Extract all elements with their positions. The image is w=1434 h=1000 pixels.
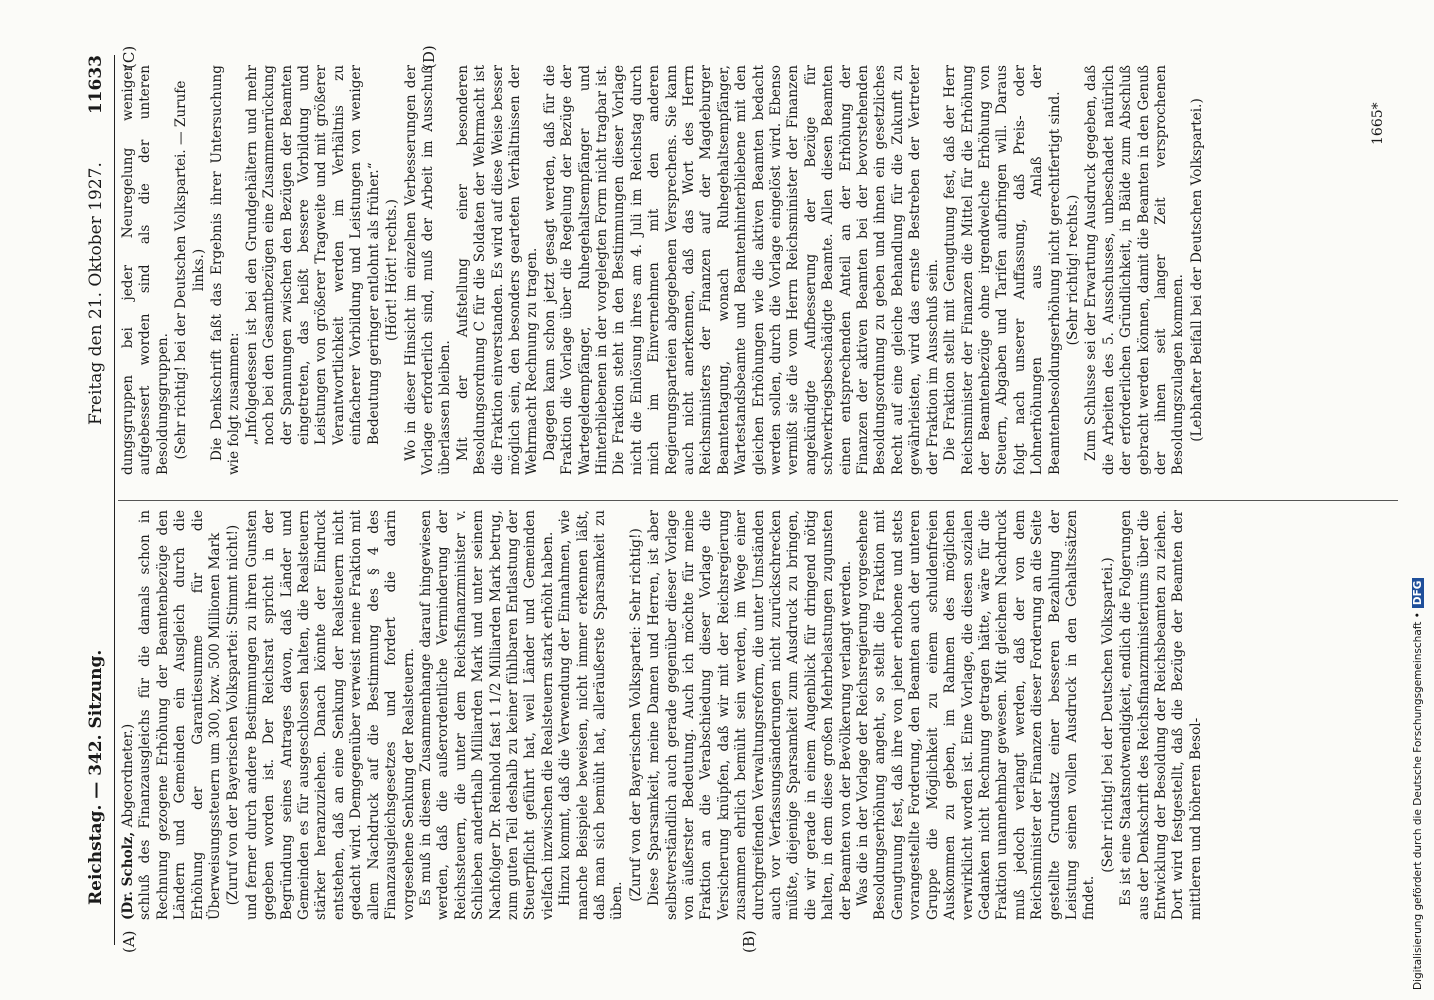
paragraph: Dagegen kann schon jetzt gesagt werden, daß für die Fraktion die Vorlage über die Regelung der Bezüge der Wartegeldempfänger, Ruhegehaltsempfänger und Hinterbliebenen in der vorgelegten Form nicht tragbar ist. Die Fraktion steht in den Bestimmungen dieser Vorlage nicht die Einlösung ihres am 4. Juli im Reichstag durch mich im Einvernehmen mit den anderen Regierungsparteien abgegebenen Versprechens. Sie kann auch nicht anerkennen, daß das Wort des Herrn Reichsministers der Finanzen auf der Magdeburger Beamtentagung, wonach Ruhegehaltsempfänger, Wartestandsbeamte und Beamtenhinterbliebene mit den gleichen Erhöhungen wie die aktiven Beamten bedacht werden sollen, durch die Vorlage eingelöst wird. Ebenso vermißt sie die vom Herrn Reichsminister der Finanzen angekündigte Aufbesserung der Bezüge für schwerkriegsbeschädigte Beamte. Allen diesen Beamten einen entsprechenden Anteil an der Erhöhung der Finanzen der aktiven Beamten bei der bevorstehenden Besoldungsordnung zu geben und ihnen ein gesetzliches Recht auf eine gleiche Behandlung für die Zukunft zu gewährleisten, wird das ernste Bestreben der Vertreter der Fraktion im Ausschuß sein. xyxy=(541,65,941,475)
paragraph: Diese Sparsamkeit, meine Damen und Herren, ist aber selbstverständlich auch gerade gegenüber dieser Vorlage von äußerster Bedeutung. Auch ich möchte für meine Fraktion an die Verabschiedung dieser Vorlage die Versicherung knüpfen, daß wir mit der Reichsregierung zusammen ehrlich bemüht sein werden, im Wege einer durchgreifenden Verwaltungsreform, die unter Umständen auch vor Verfassungsänderungen nicht zurückschrecken müßte, diejenige Sparsamkeit zum Ausdruck zu bringen, die wir gerade in einem Augenblick für dringend nötig halten, in dem diese großen Mehrbelastungen zugunsten der Beamten von der Bevölkerung verlangt werden. xyxy=(646,510,854,920)
paragraph: Mit der Aufstellung einer besonderen Besoldungsordnung C für die Soldaten der Wehrmacht ist die Fraktion einverstanden. Es wird auf diese Weise besser möglich sein, den besonders gearteten Verhältnissen der Wehrmacht Rechnung zu tragen. xyxy=(454,65,541,475)
left-text-column xyxy=(120,510,1205,920)
margin-marker-a: (A) xyxy=(120,930,138,953)
paragraph: Was die in der Vorlage der Reichsregierung vorgesehene Besoldungserhöhung angeht, so stellt die Fraktion mit Genugtuung fest, daß ihre von jeher erhobene und stets vorangestellte Forderung, den Beamten auch der unteren Gruppe die Möglichkeit zu einem schuldenfreien Auskommen zu geben, im Rahmen des möglichen verwirklicht worden ist. Eine Vorlage, die diesen sozialen Gedanken nicht Rechnung getragen hätte, wäre für die Fraktion unannehmbar gewesen. Mit gleichem Nachdruck muß jedoch verlangt werden, daß der von dem Reichsminister der Finanzen dieser Forderung an die Seite gestellte Grundsatz einer besseren Bezahlung der Leistung seinen vollen Ausdruck in den Gehaltssätzen findet. xyxy=(855,510,1098,920)
paragraph: Hinzu kommt, daß die Verwendung der Einnahmen, wie manche Beispiele beweisen, nicht immer erkennen läßt, daß man sich bemüht hat, alleräußerste Sparsamkeit zu üben. xyxy=(557,510,626,920)
paragraph: Wo in dieser Hinsicht im einzelnen Verbesserungen der Vorlage erforderlich sind, muß der Arbeit im Ausschuß überlassen bleiben. xyxy=(402,65,454,475)
interjection: (Sehr richtig! bei der Deutschen Volkspartei.) xyxy=(1099,557,1116,873)
header-date: Freitag den 21. Oktober 1927. xyxy=(86,162,106,425)
printer-signature: 1665* xyxy=(1370,102,1386,145)
margin-marker-c: (C) xyxy=(120,45,138,69)
paragraph: Zum Schlusse sei der Erwartung Ausdruck gegeben, daß die Arbeiten des 5. Ausschusses, unbeschadet natürlich der erforderlichen Gründlichkeit, in Bälde zum Abschluß gebracht werden können, damit die Beamten in den Genuß der ihnen seit langer Zeit versprochenen Besoldungszulagen kommen. xyxy=(1083,65,1187,475)
header-left: Reichstag. — 342. Sitzung. xyxy=(86,649,106,905)
paragraph: und ferner durch andere Bestimmungen zu ihren Gunsten gegeben worden ist. Der Reichsrat spricht in der Begründung seines Antrages davon, daß Länder und Gemeinden es für ausgeschlossen halten, die Realsteuern stärker heranzuziehen. Danach könnte der Eindruck entstehen, daß an eine Senkung der Realsteuern nicht gedacht wird. Demgegenüber verweist meine Fraktion mit allem Nachdruck auf die Bestimmung des § 4 des Finanzausgleichsgesetzes und fordert die darin vorgesehene Senkung der Realsteuern. xyxy=(243,510,417,920)
right-text-column xyxy=(120,65,1207,475)
rotated-newspaper-page xyxy=(80,45,1415,953)
interjection: (Zuruf von der Bayerischen Volkspartei: Sehr richtig!) xyxy=(627,528,644,902)
speaker-name: (Dr. Scholz, xyxy=(120,831,136,920)
speaker-role: Abgeordneter.) xyxy=(120,723,136,832)
paragraph: Die Denkschrift faßt das Ergebnis ihrer Untersuchung wie folgt zusammen: xyxy=(209,65,243,475)
digitization-credit xyxy=(1412,10,1432,990)
quotation: „Infolgedessen ist bei den Grundgehältern und mehr noch bei den Gesamtbezügen eine Zusammenrückung der Spannungen zwischen den Bezügen der Beamten eingetreten, das heißt bessere Vorbildung und Leistungen von größerer Tragweite und mit größerer Verantwortlichkeit werden im Verhältnis zu einfacherer Vorbildung und Leistungen von weniger Bedeutung geringer entlohnt als früher.“ xyxy=(243,65,382,445)
interjection: (Sehr richtig! rechts.) xyxy=(1064,194,1081,346)
credit-text: Digitalisierung gefördert durch die Deutsche Forschungsgemeinschaft • xyxy=(1412,612,1424,990)
interjection: (Hört! Hört! rechts.) xyxy=(384,199,401,341)
paragraph: Die Fraktion stellt mit Genugtuung fest, daß der Herr Reichsminister der Finanzen die Mittel für die Erhöhung der Beamtenbezüge ohne irgendwelche Erhöhung von Steuern, Abgaben und Tarifen aufbringen will. Daraus folgt nach unserer Auffassung, daß Preis- oder Lohnerhöhungen aus Anlaß der Beamtenbesoldungserhöhung nicht gerechtfertigt sind. xyxy=(942,65,1063,475)
paragraph: Es muß in diesem Zusammenhange darauf hingewiesen werden, daß die außerordentliche Verminderung der Reichssteuern, die unter dem Reichsfinanzminister v. Schlieben anderthalb Milliarden Mark und unter seinem Nachfolger Dr. Reinhold fast 1 1/2 Milliarden Mark betrug, zum guten Teil deshalb zu keiner fühlbaren Entlastung der Steuerpflicht geführt hat, weil Länder und Gemeinden vielfach inzwischen die Realsteuern stark erhöht haben. xyxy=(417,510,556,920)
column-divider xyxy=(118,500,1398,501)
margin-marker-d: (D) xyxy=(420,45,438,69)
paragraph: dungsgruppen bei jeder Neuregelung weniger aufgebessert worden sind als die der unteren Besoldungsgruppen. xyxy=(120,65,171,475)
dfg-logo: DFG xyxy=(1412,578,1424,609)
paragraph xyxy=(120,510,224,920)
interjection: (Sehr richtig! bei der Deutschen Volkspartei. — Zurufe links.) xyxy=(173,80,207,460)
page-number: 11633 xyxy=(86,55,106,115)
paragraph: Es ist eine Staatsnotwendigkeit, endlich die Folgerungen aus der Denkschrift des Reichsfinanzministeriums über die Entwicklung der Besoldung der Reichsbeamten zu ziehen. Dort wird festgestellt, daß die Bezüge der Beamten der mittleren und höheren Besol- xyxy=(1118,510,1204,920)
paragraph-text: schluß des Finanzausgleichs für die damals schon in Rechnung gezogene Erhöhung der Beamtenbezüge den Ländern und Gemeinden ein Ausgleich durch die Erhöhung der Garantiesumme für die Überweisungssteuern um 300, bzw. 500 Millionen Mark xyxy=(137,510,224,920)
page-header xyxy=(80,55,115,945)
margin-marker-b: (B) xyxy=(740,930,758,953)
interjection: (Lebhafter Beifall bei der Deutschen Volkspartei.) xyxy=(1188,98,1205,442)
interjection: (Zuruf von der Bayerischen Volkspartei: Stimmt nicht!) xyxy=(225,524,242,906)
